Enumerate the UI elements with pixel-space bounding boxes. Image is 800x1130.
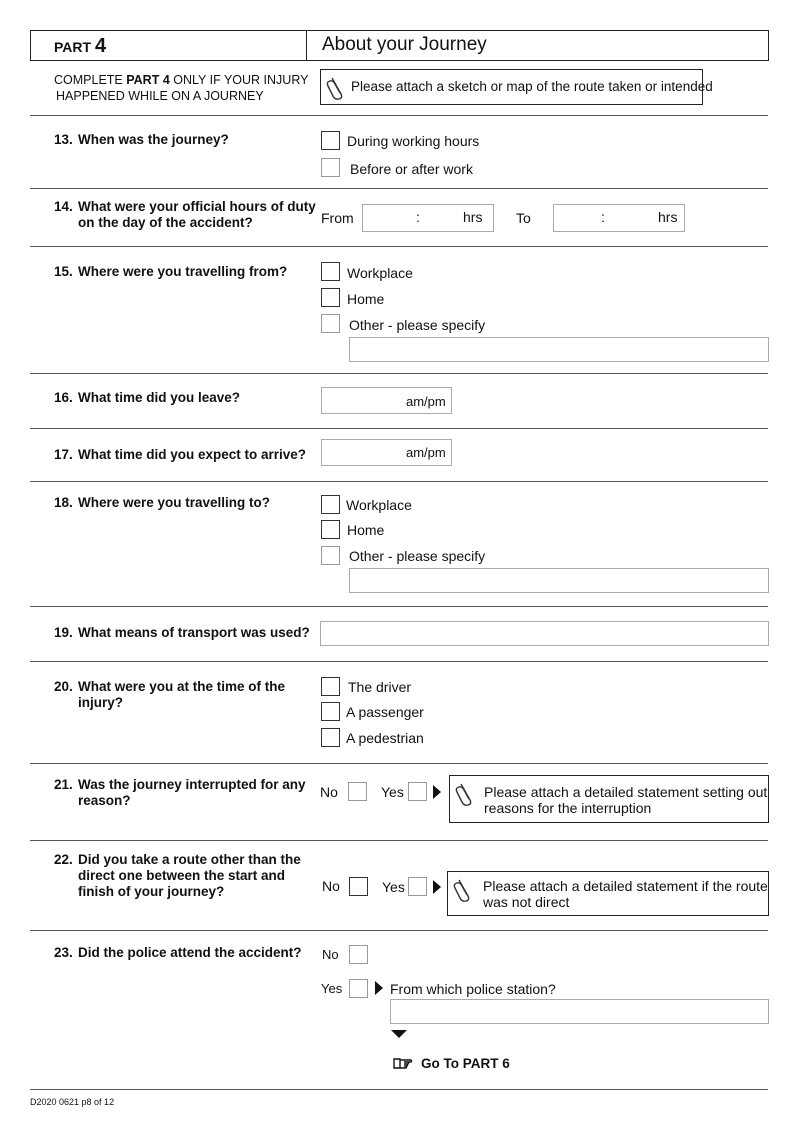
to-label: To bbox=[516, 210, 531, 226]
checkbox-during-working-hours[interactable] bbox=[321, 131, 340, 150]
question-14 bbox=[54, 199, 316, 231]
question-23 bbox=[54, 945, 302, 961]
police-station-input[interactable] bbox=[390, 999, 769, 1024]
checkbox-to-workplace[interactable] bbox=[321, 495, 340, 514]
divider bbox=[30, 188, 768, 189]
from-other-input[interactable] bbox=[349, 337, 769, 362]
question-text: When was the journey? bbox=[78, 132, 229, 147]
from-label: From bbox=[321, 210, 354, 226]
question-text-cont: finish of your journey? bbox=[78, 884, 225, 899]
intro-text-part: PART 4 bbox=[126, 73, 170, 87]
intro-text-c: ONLY IF YOUR INJURY bbox=[169, 73, 309, 87]
to-colon: : bbox=[601, 209, 605, 225]
question-text: Was the journey interrupted for any bbox=[78, 777, 306, 792]
checkbox-passenger[interactable] bbox=[321, 702, 340, 721]
part-header-divider bbox=[306, 30, 307, 61]
question-text: What were you at the time of the bbox=[78, 679, 286, 694]
option-before-after-work: Before or after work bbox=[350, 161, 473, 177]
intro-text-line2: HAPPENED WHILE ON A JOURNEY bbox=[56, 89, 264, 103]
arrow-right-icon bbox=[433, 785, 441, 799]
police-station-label: From which police station? bbox=[390, 981, 556, 997]
question-15 bbox=[54, 264, 287, 280]
attach-route-text bbox=[483, 878, 768, 910]
option-from-other: Other - please specify bbox=[349, 317, 486, 333]
question-number: 17. bbox=[54, 447, 73, 462]
pointing-hand-icon bbox=[393, 1056, 413, 1075]
question-number: 18. bbox=[54, 495, 73, 510]
divider bbox=[30, 1089, 768, 1090]
part-label bbox=[54, 35, 106, 58]
divider bbox=[30, 840, 768, 841]
question-text-cont: reason? bbox=[78, 793, 131, 808]
checkbox-from-home[interactable] bbox=[321, 288, 340, 307]
option-pedestrian: A pedestrian bbox=[346, 730, 424, 746]
question-number: 20. bbox=[54, 679, 73, 694]
attach-sketch-text: Please attach a sketch or map of the route taken or intended bbox=[351, 79, 713, 94]
part-prefix: PART bbox=[54, 39, 92, 55]
question-text-cont: on the day of the accident? bbox=[78, 215, 253, 230]
transport-input[interactable] bbox=[320, 621, 769, 646]
checkbox-route-no[interactable] bbox=[349, 877, 368, 896]
go-to-part-6-link[interactable]: Go To PART 6 bbox=[421, 1056, 510, 1071]
arrive-ampm: am/pm bbox=[406, 445, 446, 460]
question-13 bbox=[54, 132, 229, 148]
question-number: 16. bbox=[54, 390, 73, 405]
question-18 bbox=[54, 495, 270, 511]
part-number: 4 bbox=[94, 35, 107, 57]
from-colon: : bbox=[416, 209, 420, 225]
paperclip-icon bbox=[455, 780, 475, 811]
question-number: 15. bbox=[54, 264, 73, 279]
checkbox-police-no[interactable] bbox=[349, 945, 368, 964]
checkbox-police-yes[interactable] bbox=[349, 979, 368, 998]
leave-ampm: am/pm bbox=[406, 394, 446, 409]
divider bbox=[30, 373, 768, 374]
checkbox-to-other[interactable] bbox=[321, 546, 340, 565]
question-text: What were your official hours of duty bbox=[78, 199, 316, 214]
divider bbox=[30, 428, 768, 429]
question-text: Where were you travelling to? bbox=[78, 495, 271, 510]
checkbox-to-home[interactable] bbox=[321, 520, 340, 539]
to-other-input[interactable] bbox=[349, 568, 769, 593]
from-hrs: hrs bbox=[463, 209, 483, 225]
attach-interruption-text bbox=[484, 784, 767, 816]
option-from-home: Home bbox=[347, 291, 385, 307]
question-21 bbox=[54, 777, 306, 809]
divider bbox=[30, 115, 768, 116]
option-during-working-hours: During working hours bbox=[347, 133, 480, 149]
yes-label: Yes bbox=[382, 879, 405, 895]
checkbox-interrupted-yes[interactable] bbox=[408, 782, 427, 801]
option-to-home: Home bbox=[347, 522, 385, 538]
divider bbox=[30, 763, 768, 764]
no-label: No bbox=[320, 784, 338, 800]
divider bbox=[30, 661, 768, 662]
question-text-cont: direct one between the start and bbox=[78, 868, 286, 883]
question-text: What time did you expect to arrive? bbox=[78, 447, 307, 462]
question-number: 14. bbox=[54, 199, 73, 214]
yes-label: Yes bbox=[381, 784, 404, 800]
arrow-right-icon bbox=[375, 981, 383, 995]
question-text: What time did you leave? bbox=[78, 390, 241, 405]
option-to-other: Other - please specify bbox=[349, 548, 486, 564]
checkbox-pedestrian[interactable] bbox=[321, 728, 340, 747]
question-text-cont: injury? bbox=[78, 695, 124, 710]
checkbox-from-other[interactable] bbox=[321, 314, 340, 333]
no-label: No bbox=[322, 878, 340, 894]
question-number: 23. bbox=[54, 945, 73, 960]
intro-instruction bbox=[54, 72, 308, 104]
option-driver: The driver bbox=[348, 679, 412, 695]
option-from-workplace: Workplace bbox=[347, 265, 413, 281]
question-17 bbox=[54, 447, 306, 463]
page-title: About your Journey bbox=[322, 34, 487, 55]
question-20 bbox=[54, 679, 285, 711]
question-22 bbox=[54, 852, 301, 900]
checkbox-route-yes[interactable] bbox=[408, 877, 427, 896]
question-text: Where were you travelling from? bbox=[78, 264, 288, 279]
no-label: No bbox=[322, 947, 339, 962]
footer-code: D2020 0621 p8 of 12 bbox=[30, 1097, 115, 1107]
question-16 bbox=[54, 390, 240, 406]
option-to-workplace: Workplace bbox=[346, 497, 412, 513]
question-19 bbox=[54, 625, 310, 641]
divider bbox=[30, 246, 768, 247]
question-number: 21. bbox=[54, 777, 73, 792]
intro-text-a: COMPLETE bbox=[54, 73, 127, 87]
question-number: 22. bbox=[54, 852, 73, 867]
question-number: 13. bbox=[54, 132, 73, 147]
to-hrs: hrs bbox=[658, 209, 678, 225]
checkbox-driver[interactable] bbox=[321, 677, 340, 696]
divider bbox=[30, 481, 768, 482]
arrow-right-icon bbox=[433, 880, 441, 894]
checkbox-before-after-work[interactable] bbox=[321, 158, 340, 177]
divider bbox=[30, 930, 768, 931]
paperclip-icon bbox=[326, 74, 346, 105]
note-line1: Please attach a detailed statement if the route bbox=[483, 878, 768, 894]
note-line2: reasons for the interruption bbox=[484, 800, 652, 816]
yes-label: Yes bbox=[321, 981, 343, 996]
question-number: 19. bbox=[54, 625, 73, 640]
arrow-down-icon bbox=[391, 1030, 407, 1038]
option-passenger: A passenger bbox=[346, 704, 424, 720]
checkbox-from-workplace[interactable] bbox=[321, 262, 340, 281]
question-text: Did the police attend the accident? bbox=[78, 945, 302, 960]
checkbox-interrupted-no[interactable] bbox=[348, 782, 367, 801]
divider bbox=[30, 606, 768, 607]
note-line1: Please attach a detailed statement setting out bbox=[484, 784, 768, 800]
question-text: Did you take a route other than the bbox=[78, 852, 301, 867]
note-line2: was not direct bbox=[483, 894, 570, 910]
paperclip-icon bbox=[453, 876, 473, 907]
question-text: What means of transport was used? bbox=[78, 625, 310, 640]
